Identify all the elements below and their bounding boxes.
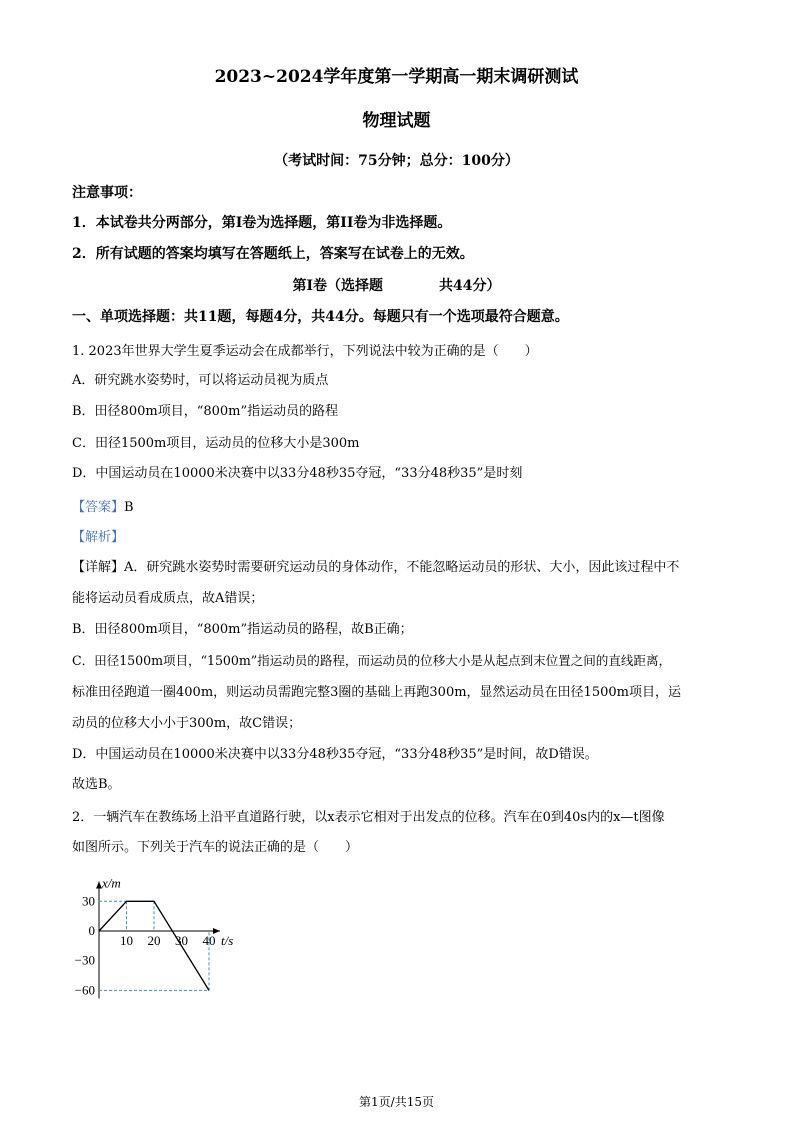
notice-item: 1．本试卷共分两部分，第I卷为选择题，第II卷为非选择题。 xyxy=(72,215,452,231)
analysis-tag: 【解析】 xyxy=(72,530,125,545)
y-tick-label: 30 xyxy=(82,893,95,909)
notice-item: 2．所有试题的答案均填写在答题纸上，答案写在试卷上的无效。 xyxy=(72,246,474,262)
subject-title: 物理试题 xyxy=(362,111,431,131)
x-axis-label: t/s xyxy=(221,933,234,948)
detail-line: 【详解】A．研究跳水姿势时需要研究运动员的身体动作，不能忽略运动员的形状、大小，因此该过程中不 xyxy=(72,560,680,575)
x-tick-label: 10 xyxy=(120,933,133,948)
part1-title: 第I卷（选择题 共44分） xyxy=(292,278,501,294)
exam-title: 2023~2024学年度第一学期高一期末调研测试 xyxy=(214,67,579,87)
exam-info: （考试时间：75分钟；总分：100分） xyxy=(274,153,519,169)
detail-tag: 【详解】 xyxy=(72,560,125,575)
detail-line: C．田径1500m项目，“1500m”指运动员的路程，而运动员的位移大小是从起点到末位置之间的直线距离， xyxy=(72,653,672,668)
q1-option-a: A．研究跳水姿势时，可以将运动员视为质点 xyxy=(72,373,329,388)
y-tick-label: −60 xyxy=(74,982,95,998)
q1-option-d: D．中国运动员在10000米决赛中以33分48秒35夺冠，“33分48秒35”是时刻 xyxy=(72,466,523,481)
detail-line: 能将运动员看成质点，故A错误； xyxy=(72,591,264,606)
q2-stem: 2．一辆汽车在教练场上沿平直道路行驶，以x表示它相对于出发点的位移。汽车在0到40s内的x—t图像 xyxy=(72,810,665,825)
chart-labels xyxy=(75,876,234,998)
detail-line: 故选B。 xyxy=(72,777,121,792)
notice-heading: 注意事项： xyxy=(72,185,142,201)
x-tick-label: 20 xyxy=(147,933,161,948)
y-tick-label: 0 xyxy=(88,923,95,938)
page-number: 第1页/共15页 xyxy=(359,1095,434,1109)
q1-stem: 1. 2023年世界大学生夏季运动会在成都举行，下列说法中较为正确的是（ ） xyxy=(72,344,538,359)
x-tick-label: 40 xyxy=(202,933,216,948)
detail-line: 标准田径跑道一圈400m，则运动员需跑完整3圈的基础上再跑300m，显然运动员在田径1500m项目，运 xyxy=(72,685,681,700)
detail-line: D．中国运动员在10000米决赛中以33分48秒35夺冠，“33分48秒35”是时间，故D错误。 xyxy=(72,747,598,762)
detail-line: 动员的位移大小小于300m，故C错误； xyxy=(72,716,302,731)
answer-tag: 【答案】 xyxy=(72,500,125,515)
y-axis-label: x/m xyxy=(102,875,121,891)
x-tick-label: 30 xyxy=(175,933,188,948)
q2-stem: 如图所示。下列关于汽车的说法正确的是（ ） xyxy=(72,840,359,855)
section-heading: 一、单项选择题：共11题，每题4分，共44分。每题只有一个选项最符合题意。 xyxy=(72,309,569,325)
detail-line: B．田径800m项目，“800m”指运动员的路程，故B正确； xyxy=(72,622,413,637)
answer-value: B xyxy=(124,500,134,515)
q1-option-b: B．田径800m项目，“800m”指运动员的路程 xyxy=(72,404,339,419)
q1-option-c: C．田径1500m项目，运动员的位移大小是300m xyxy=(72,436,360,451)
y-tick-label: −30 xyxy=(74,952,95,968)
